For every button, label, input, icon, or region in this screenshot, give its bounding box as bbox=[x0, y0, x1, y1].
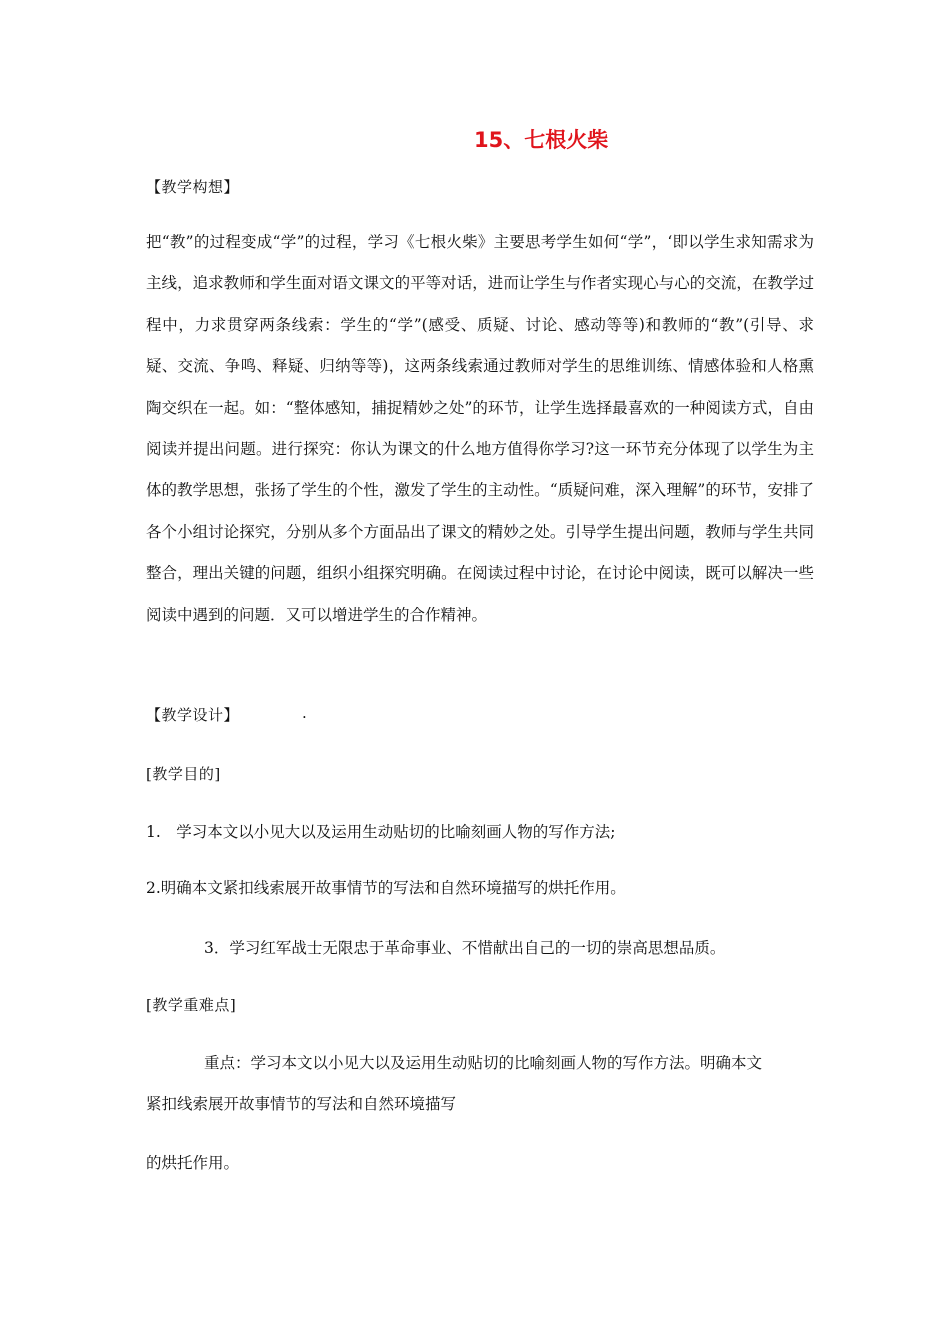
lesson-title: 15、七根火柴 bbox=[474, 128, 609, 152]
objectives-heading: [教学目的] bbox=[146, 765, 221, 783]
key-points-line-2: 紧扣线索展开故事情节的写法和自然环境描写 bbox=[146, 1095, 457, 1113]
concept-paragraph: 把“教”的过程变成“学”的过程，学习《七根火柴》主要思考学生如何“学”，‘即以学生求知需求为主线，追求教师和学生面对语文课文的平等对话，进而让学生与作者实现心与心的交流，在教学过程中，力求贯穿两条线索：学生的“学”(感受、质疑、讨论、感动等等)和教师的“教”(引导、求疑、交流、争鸣、释疑、归纳等等)，这两条线索通过教师对学生的思维训练、情感体验和人格熏陶交织在一起。如：“整体感知，捕捉精妙之处”的环节，让学生选择最喜欢的一种阅读方式，自由阅读并提出问题。进行探究：你认为课文的什么地方值得你学习?这一环节充分体现了以学生为主体的教学思想，张扬了学生的个性，激发了学生的主动性。“质疑问难，深入理解”的环节，安排了各个小组讨论探究，分别从多个方面品出了课文的精妙之处。引导学生提出问题，教师与学生共同整合，理出关键的问题，组织小组探究明确。在阅读过程中讨论，在讨论中阅读，既可以解决一些阅读中遇到的问题．又可以增进学生的合作精神。 bbox=[146, 233, 814, 624]
objective-item-2: 2.明确本文紧扣线索展开故事情节的写法和自然环境描写的烘托作用。 bbox=[146, 879, 626, 897]
objective-item-3: 3．学习红军战士无限忠于革命事业、不惜献出自己的一切的崇高思想品质。 bbox=[204, 939, 726, 957]
objective-item-1: 1. 学习本文以小见大以及运用生动贴切的比喻刻画人物的写作方法; bbox=[146, 823, 616, 841]
key-points-line-3: 的烘托作用。 bbox=[146, 1154, 240, 1172]
stray-dot: . bbox=[302, 704, 307, 722]
concept-heading: 【教学构想】 bbox=[146, 178, 240, 196]
design-heading: 【教学设计】 bbox=[146, 706, 240, 724]
key-points-line-1: 重点：学习本文以小见大以及运用生动贴切的比喻刻画人物的写作方法。明确本文 bbox=[204, 1054, 763, 1072]
key-points-heading: [教学重难点] bbox=[146, 996, 237, 1014]
